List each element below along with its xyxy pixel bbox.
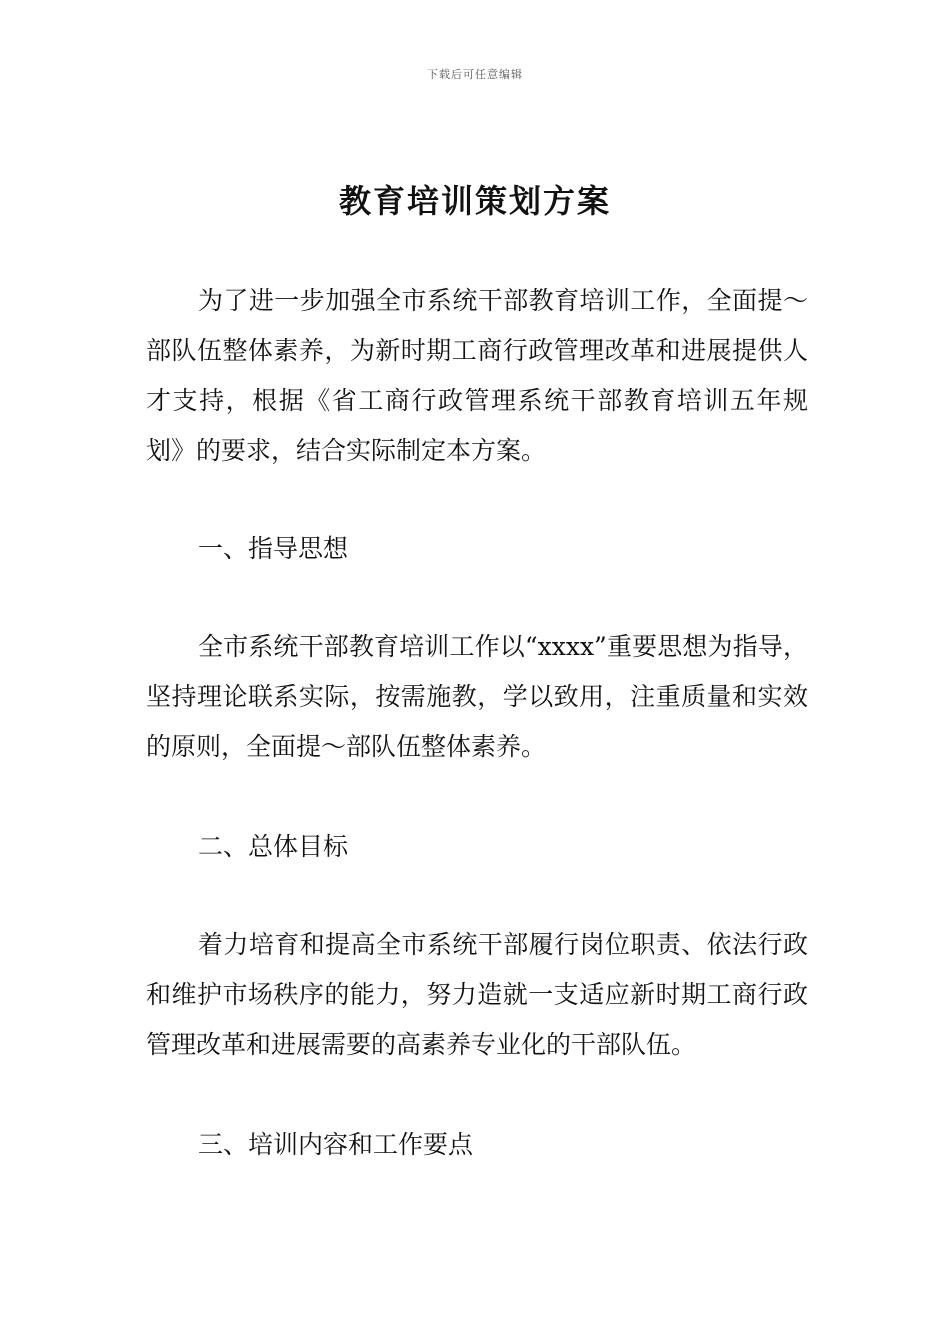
section-heading-guiding-ideology: 一、指导思想 — [198, 534, 349, 563]
header-note: 下载后可任意编辑 — [427, 68, 523, 81]
document-title: 教育培训策划方案 — [338, 182, 611, 220]
intro-paragraph: 为了进一步加强全市系统干部教育培训工作，全面提～部队伍整体素养，为新时期工商行政管理改革和进展提供人才支持，根据《省工商行政管理系统干部教育培训五年规划》的要求，结合实际制定本方案。 — [146, 286, 808, 465]
section-heading-training-content: 三、培训内容和工作要点 — [198, 1130, 474, 1159]
section-body-guiding-ideology: 全市系统干部教育培训工作以“xxxx”重要思想为指导，坚持理论联系实际，按需施教，学以致用，注重质量和实效的原则，全面提～部队伍整体素养。 — [146, 632, 808, 761]
section-heading-overall-goal: 二、总体目标 — [198, 832, 349, 861]
section-body-overall-goal: 着力培育和提高全市系统干部履行岗位职责、依法行政和维护市场秩序的能力，努力造就一支适应新时期工商行政管理改革和进展需要的高素养专业化的干部队伍。 — [146, 930, 808, 1059]
